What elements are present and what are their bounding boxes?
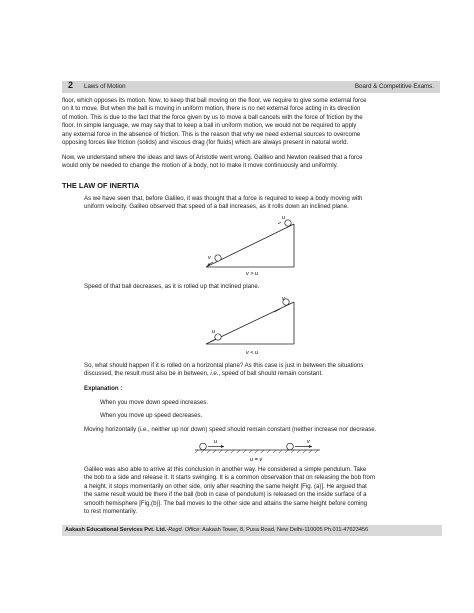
text-line: Galileo was also able to arrive at this conclusion in another way. He considered a simple pendulum. Take [84,466,367,473]
ball-right [287,443,294,450]
text-run: discussed, the result must also be in between, [84,370,209,378]
text-line: Now, we understand where the ideas and laws of Aristotle went wrong. Galileo and Newton realised that a force [62,154,363,161]
text-line [84,370,440,378]
incline-down-figure [196,212,306,278]
text-run: , neither up nor down) speed should remain constant (neither increase nor decrease. [148,426,377,433]
label-v: v [282,296,285,302]
text-run: , speed of ball should remain constant. [218,370,323,378]
chapter-title: Laws of Motion [84,83,126,90]
text-line: of motion. This is due to the fact that the force given by us to move a ball cancels with the force of friction by the [62,113,363,121]
text-line: floor. In simple language, we may say that to keep a ball in uniform motion, we would not be required to apply [62,122,357,130]
explanation-item-2: When you move up speed decreases. [100,412,203,419]
text-line: As we have seen that, before Galileo, it was thought that a force is required to keep a body moving with [84,195,363,202]
ball-left [200,443,207,450]
text-run: i.e. [139,426,149,433]
book-series: Board & Competitive Exams. [354,83,434,90]
text-run: Moving horizontally ( [84,426,140,433]
explanation-item-1: When you move down speed increases. [100,399,209,406]
text-line: would only be needed to change the motion of a body, not to make it move continuously and uniformly. [62,162,338,170]
text-line: any external force in the absence of friction. This is the reason that why we need external sources to overcome [62,130,361,138]
explanation-label: Explanation : [84,385,123,392]
text-line: floor, which opposes its motion. Now, to keep that ball moving on the floor, we require to give some external force [62,97,367,104]
page-header [62,81,440,93]
inertia-paragraph [84,195,440,212]
ball-bottom [215,255,221,261]
text-line: uniform velocity. Galileo observed that speed of a ball increases, as it rolls down an inclined plane. [84,203,349,211]
arrow-head [221,445,224,448]
figure-caption: v > u [246,271,259,277]
text-line: Speed of that ball decreases, as it is rolled up that inclined plane. [84,283,260,290]
incline-up-figure [196,294,306,360]
text-line: to rest momentarily. [84,508,138,516]
footer-regd: -Regd. Office [166,527,200,533]
section-heading: THE LAW OF INERTIA [62,181,140,190]
text-line: on it to move. But when the ball is moving in uniform motion, there is no net external force acting in its direction [62,105,361,113]
pendulum-paragraph [84,466,440,516]
label-u: u [282,215,286,221]
floor-hatch [195,450,318,453]
text-run: i.e. [210,370,219,378]
text-line: So, what should happen if it is rolled on a horizontal plane? As this case is just in between the situations [84,362,364,369]
horizontal-text [84,426,440,434]
page-number: 2 [68,80,74,90]
intro-paragraph-2 [62,154,440,171]
text-line: the same result would be there if the ball (bob in case of pendulum) is released on the inside surface of a [84,491,367,499]
text-line [84,426,440,434]
horizontal-plane-figure [190,436,330,462]
label-v: v [307,439,310,445]
footer-company: Aakash Educational Services Pvt. Ltd. [65,527,167,533]
text-line: opposing forces like friction (solids) and viscous drag (for fluids) which are always present in natural world. [62,139,349,147]
footer-address: : Aakash Tower, 8, Pusa Road, New Delhi-110005 Ph.011-47623456 [199,527,369,533]
arrow-head [309,445,312,448]
intro-paragraph-1 [62,97,440,147]
figure-caption: v < u [246,350,259,356]
velocity-arrow-top [274,309,280,312]
incline-up-text [84,283,440,291]
text-line: a height, it stops momentarily on other side, only after reaching the same height [Fig. (a)]. He argued that [84,482,367,490]
label-u: u [212,329,216,335]
label-v: v [208,255,211,261]
velocity-arrow-top [278,222,281,224]
page-footer [62,525,442,536]
label-u: u [214,439,218,445]
text-line: smooth hemisphere [Fig.(b)]. The ball moves to the other side and attains the same height before coming [84,499,368,507]
text-line: the bob to a side and release it. It starts swinging. It is a common observation that on releasing the bob from [84,474,375,482]
ball-top [285,220,291,226]
figure-caption: u = v [250,457,263,462]
horizontal-plane-paragraph [84,362,440,379]
velocity-arrow-bottom [210,339,216,342]
